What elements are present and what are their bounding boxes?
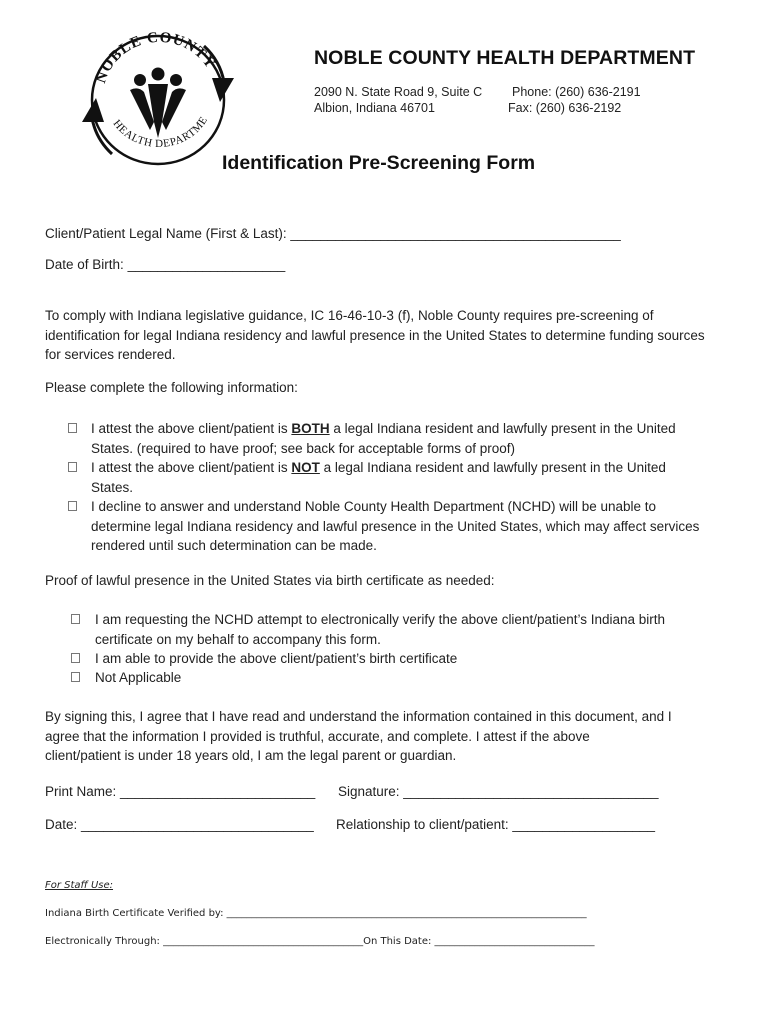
- logo-bottom-text: HEALTH DEPARTME: [110, 114, 211, 151]
- agreement-line-2: agree that the information I provided is truthful, accurate, and complete. I attest if the above: [45, 728, 590, 744]
- agreement-paragraph: [45, 707, 745, 766]
- agreement-line-3: client/patient is under 18 years old, I am the legal parent or guardian.: [45, 748, 457, 763]
- verified-by-field[interactable]: Indiana Birth Certificate Verified by: ________________________________________________________________________: [45, 908, 587, 919]
- electronically-through-field[interactable]: Electronically Through: ________________________________________On This Date: ________________________________: [45, 936, 595, 947]
- relationship-field[interactable]: Relationship to client/patient: ___________________: [336, 817, 656, 832]
- health-department-logo: [78, 26, 238, 174]
- checkbox[interactable]: [68, 501, 77, 511]
- intro-paragraph: [45, 306, 745, 365]
- proof-option-electronic[interactable]: I am requesting the NCHD attempt to electronically verify the above client/patient’s Indiana birth certificate on my behalf to accompany this form.: [71, 610, 751, 650]
- checkbox[interactable]: [71, 614, 80, 624]
- residency-option-decline[interactable]: I decline to answer and understand Noble County Health Department (NCHD) will be unable to determine legal Indiana residency and lawful presence in the United States, which may affect services rendered until such determination can be made.: [68, 497, 748, 557]
- agreement-line-1: By signing this, I agree that I have read and understand the information contained in this document, and I: [45, 709, 672, 724]
- print-name-field[interactable]: Print Name: __________________________: [45, 784, 316, 799]
- legal-name-label: Client/Patient Legal Name (First & Last):: [45, 226, 287, 241]
- checkbox[interactable]: [71, 653, 80, 663]
- checkbox[interactable]: [68, 423, 77, 433]
- proof-heading: Proof of lawful presence in the United States via birth certificate as needed:: [45, 573, 495, 588]
- proof-option-provide[interactable]: I am able to provide the above client/patient’s birth certificate: [71, 649, 751, 669]
- staff-use-heading: For Staff Use:: [45, 880, 114, 891]
- dob-field[interactable]: [45, 257, 285, 272]
- fax-number: Fax: (260) 636-2192: [508, 101, 622, 115]
- phone-number: Phone: (260) 636-2191: [512, 85, 641, 99]
- people-figures-icon: [130, 68, 186, 139]
- intro-line-3: for services rendered.: [45, 347, 176, 362]
- intro-line-1: To comply with Indiana legislative guidance, IC 16-46-10-3 (f), Noble County requires pre-screening of: [45, 308, 654, 323]
- logo-emblem: [78, 26, 238, 174]
- checkbox[interactable]: [68, 462, 77, 472]
- date-field[interactable]: Date: _______________________________: [45, 817, 314, 832]
- residency-option-not[interactable]: I attest the above client/patient is NOT a legal Indiana resident and lawfully present in the United States.: [68, 458, 748, 498]
- address-line-1: 2090 N. State Road 9, Suite C: [314, 85, 483, 99]
- address-line-2: Albion, Indiana 46701: [314, 101, 435, 115]
- please-complete-text: Please complete the following information:: [45, 380, 298, 395]
- dob-label: Date of Birth:: [45, 257, 124, 272]
- org-name: NOBLE COUNTY HEALTH DEPARTMENT: [314, 47, 696, 69]
- intro-line-2: identification for legal Indiana residency and lawful presence in the United States to determine funding sources: [45, 327, 705, 343]
- residency-option-both[interactable]: I attest the above client/patient is BOTH a legal Indiana resident and lawfully present in the United States. (required to have proof; see back for acceptable forms of proof): [68, 419, 748, 459]
- legal-name-blank[interactable]: ____________________________________________: [290, 226, 621, 241]
- logo-top-text: NOBLE COUNTY: [93, 29, 219, 86]
- proof-option-na[interactable]: Not Applicable: [71, 668, 751, 688]
- checkbox[interactable]: [71, 672, 80, 682]
- form-title: Identification Pre-Screening Form: [222, 152, 536, 174]
- signature-field[interactable]: Signature: __________________________________: [338, 784, 659, 799]
- dob-blank[interactable]: _____________________: [127, 257, 286, 272]
- legal-name-field[interactable]: [45, 226, 621, 241]
